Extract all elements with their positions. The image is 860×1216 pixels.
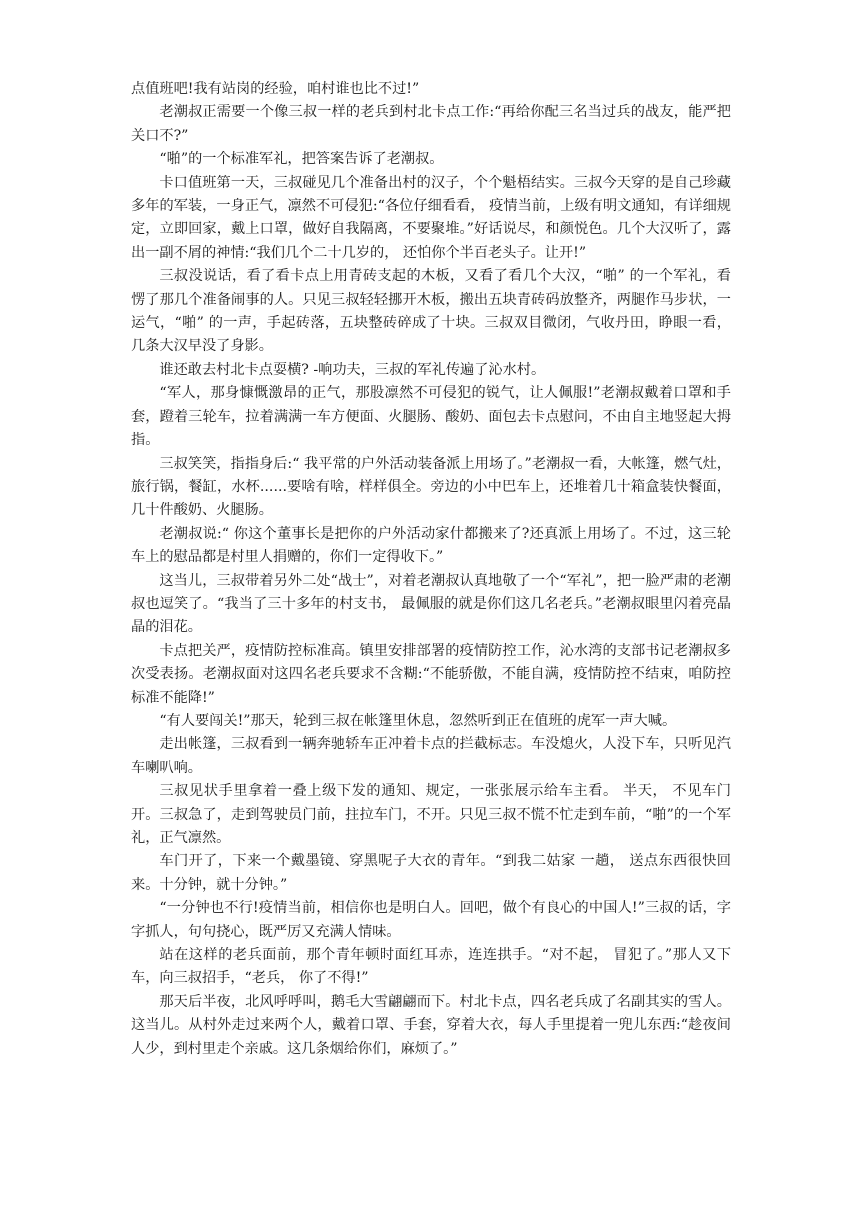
paragraph-9: 老潮叔说:“ 你这个董事长是把你的户外活动家什都搬来了?还真派上用场了。不过，这三轮车上的慰品都是村里人捐赠的，你们一定得收下。” (131, 525, 731, 566)
paragraph-12: “有人要闯关!”那天，轮到三叔在帐篷里休息，忽然听到正在值班的虎军一声大喊。 (159, 712, 677, 729)
paragraph-6: 谁还敢去村北卡点耍横? -响功夫，三叔的军礼传遍了沁水村。 (159, 361, 546, 378)
paragraph-14: 三叔见状手里拿着一叠上级下发的通知、规定，一张张展示给车主看。 半天， 不见车门开。三叔急了，走到驾驶员门前，拄拉车门，不开。只见三叔不慌不忙走到车前，“啪”的一个军礼，正气凛然。 (131, 783, 731, 846)
document-page (131, 78, 731, 1061)
paragraph-8: 三叔笑笑，指指身后:“ 我平常的户外活动装备派上用场了。”老潮叔一看，大帐篷，燃气灶，旅行锅，餐缸，水杯......要啥有啥，样样俱全。旁边的小中巴车上，还堆着几十箱盒装快餐面，几十件酸奶、火腿肠。 (131, 455, 731, 519)
paragraph-4: 卡口值班第一天，三叔碰见几个准备出村的汉子，个个魁梧结实。三叔今天穿的是自己珍藏多年的军装，一身正气，凛然不可侵犯:“各位仔细看看， 疫情当前，上级有明文通知，有详细规定，立即回家，戴上口罩，做好自我隔离，不要聚堆。”好话说尽，和颜悦色。几个大汉听了，露出一副不屑的神情:“我们几个二十几岁的， 还怕你个半百老头子。让开!” (131, 174, 731, 261)
paragraph-7: “军人，那身慷慨激昂的正气，那股凛然不可侵犯的锐气，让人佩服!”老潮叔戴着口罩和手套，蹬着三轮车，拉着满满一车方便面、火腿肠、酸奶、面包去卡点慰问，不由自主地竖起大拇指。 (131, 385, 731, 449)
paragraph-5: 三叔没说话，看了看卡点上用青砖支起的木板，又看了看几个大汉，“啪” 的一个军礼，看愣了那几个准备闹事的人。只见三叔轻轻挪开木板，搬出五块青砖码放整齐，两腿作马步状，一运气，“啪” 的一声，手起砖落，五块整砖碎成了十块。三叔双目微闭，气收丹田，睁眼一看，几条大汉早没了身影。 (131, 268, 731, 355)
paragraph-16: “一分钟也不行!疫情当前，相信你也是明白人。回吧，做个有良心的中国人!”三叔的话，字字抓人，句句挠心，既严厉又充满人情味。 (131, 900, 731, 940)
paragraph-10: 这当儿，三叔带着另外二处“战士”，对着老潮叔认真地敬了一个“军礼”，把一脸严肃的老潮叔也逗笑了。“我当了三十多年的村支书， 最佩服的就是你们这几名老兵。”老潮叔眼里闪着亮晶晶的泪花。 (131, 572, 731, 636)
paragraph-3: “啪”的一个标准军礼，把答案告诉了老潮叔。 (159, 151, 444, 168)
paragraph-18: 那天后半夜，北风呼呼叫，鹅毛大雪翩翩而下。村北卡点，四名老兵成了名副其实的雪人。这当儿。从村外走过来两个人，戴着口罩、手套，穿着大衣，每人手里提着一兜儿东西:“趁夜间人少，到村里走个亲戚。这几条烟给你们，麻烦了。” (131, 993, 731, 1057)
paragraph-15: 车门开了，下来一个戴墨镜、穿黑呢子大衣的青年。“到我二姑家 一趟， 送点东西很快回来。十分钟，就十分钟。” (131, 853, 731, 893)
paragraph-2: 老潮叔正需要一个像三叔一样的老兵到村北卡点工作:“再给你配三名当过兵的战友，能严把关口不?” (131, 104, 731, 144)
paragraph-11: 卡点把关严，疫情防控标准高。镇里安排部署的疫情防控工作，沁水湾的支部书记老潮叔多次受表扬。老潮叔面对这四名老兵要求不含糊:“不能骄傲，不能自满，疫情防控不结束，咱防控标准不能降!” (131, 642, 731, 706)
paragraph-13: 走出帐篷，三叔看到一辆奔驰轿车正冲着卡点的拦截标志。车没熄火，人没下车，只听见汽车喇叭响。 (131, 736, 731, 776)
paragraph-1: 点值班吧!我有站岗的经验，咱村谁也比不过!” (131, 81, 420, 97)
paragraph-17: 站在这样的老兵面前，那个青年顿时面红耳赤，连连拱手。“对不起， 冒犯了。”那人又下车，向三叔招手，“老兵， 你了不得!” (131, 947, 731, 987)
